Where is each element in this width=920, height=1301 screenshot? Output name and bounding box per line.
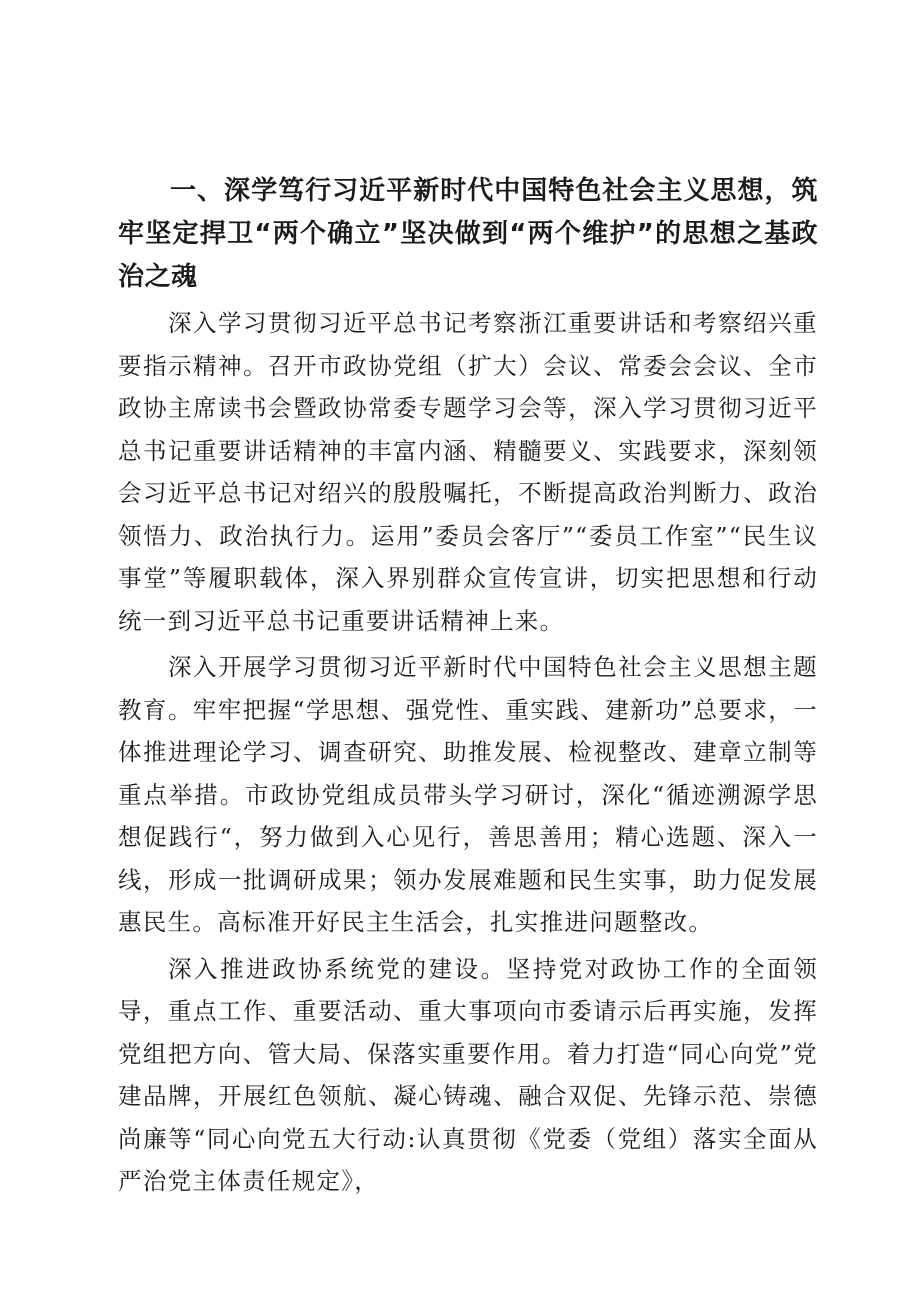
document-body <box>118 170 818 1207</box>
paragraph-2: 深入开展学习贯彻习近平新时代中国特色社会主义思想主题教育。牢牢把握“学思想、强党性、重实践、建新功”总要求，一体推进理论学习、调查研究、助推发展、检视整改、建章立制等重点举措。市政协党组成员带头学习研讨，深化“循迹溯源学思想促践行“，努力做到入心见行，善思善用；精心选题、深入一线，形成一批调研成果；领办发展难题和民生实事，助力促发展惠民生。高标准开好民主生活会，扎实推进问题整改。 <box>118 653 818 936</box>
paragraph-1: 深入学习贯彻习近平总书记考察浙江重要讲话和考察绍兴重要指示精神。召开市政协党组（扩大）会议、常委会会议、全市政协主席读书会暨政协常委专题学习会等，深入学习贯彻习近平总书记重要讲话精神的丰富内涵、精髓要义、实践要求，深刻领会习近平总书记对绍兴的殷殷嘱托，不断提高政治判断力、政治领悟力、政治执行力。运用”委员会客厅”“委员工作室”“民生议事堂”等履职载体，深入界别群众宣传宣讲，切实把思想和行动统一到习近平总书记重要讲话精神上来。 <box>118 309 818 635</box>
section-heading: 一、深学笃行习近平新时代中国特色社会主义思想，筑牢坚定捍卫“两个确立”坚决做到“两个维护”的思想之基政治之魂 <box>118 176 818 292</box>
paragraph-3: 深入推进政协系统党的建设。坚持党对政协工作的全面领导，重点工作、重要活动、重大事项向市委请示后再实施，发挥党组把方向、管大局、保落实重要作用。着力打造“同心向党”党建品牌，开展红色领航、凝心铸魂、融合双促、先锋示范、崇德尚廉等“同心向党五大行动:认真贯彻《党委（党组）落实全面从严治党主体责任规定》， <box>118 954 818 1195</box>
